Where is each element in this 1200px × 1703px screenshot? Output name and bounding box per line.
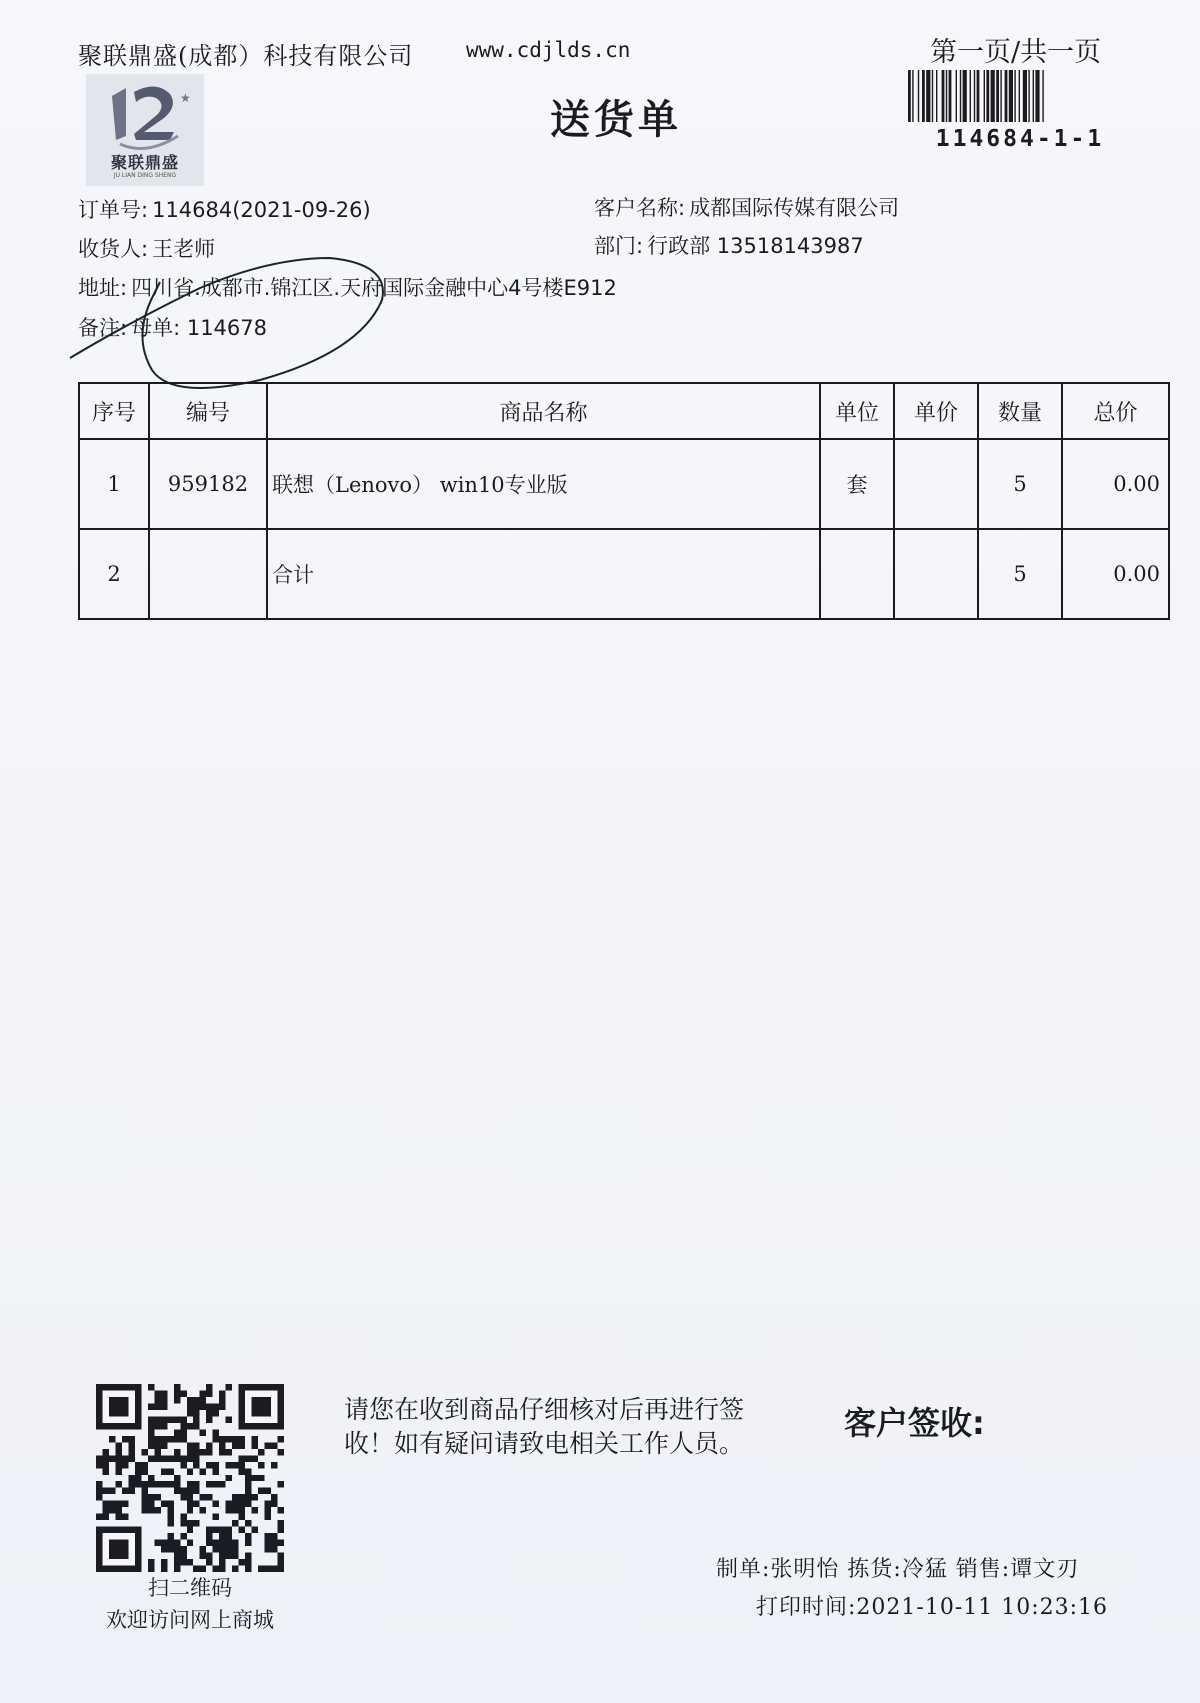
table-row-summary [79,529,1169,619]
company-website: www.cdjlds.cn [466,38,631,62]
cell-code: 959182 [149,439,267,529]
remark-value: 母单: 114678 [131,316,267,340]
column-header-price: 单价 [894,383,978,439]
receiver-value: 王老师 [152,237,216,261]
department-value: 行政部 13518143987 [647,234,864,258]
cell-seq: 1 [79,439,149,529]
company-logo [86,74,204,186]
column-header-qty: 数量 [978,383,1062,439]
order-number-value: 114684(2021-09-26) [152,198,371,222]
qr-caption-line-1: 扫二维码 [148,1576,232,1600]
cell-qty: 5 [978,439,1062,529]
company-name: 聚联鼎盛(成都）科技有限公司 [78,42,414,70]
column-header-total: 总价 [1062,383,1169,439]
customer-label: 客户名称: [594,196,686,220]
logo-mark-icon [86,74,204,154]
cell-price [894,439,978,529]
cell-name: 联想（Lenovo） win10专业版 [267,439,820,529]
column-header-name: 商品名称 [267,383,820,439]
qr-caption [80,1572,300,1636]
logo-text: 聚联鼎盛 [110,153,179,172]
qr-code-icon [96,1384,284,1572]
logo-subtext: JU LIAN DING SHENG [113,172,177,179]
department-label: 部门: [594,234,644,258]
department-field [594,230,864,260]
order-barcode [908,70,1128,122]
cell-name: 合计 [267,529,820,619]
table-row [79,439,1169,529]
cell-total: 0.00 [1062,439,1169,529]
customer-value: 成都国际传媒有限公司 [689,196,900,220]
page-info: 第一页/共一页 [930,37,1102,68]
customer-field [594,192,899,222]
address-value: 四川省.成都市.锦江区.天府国际金融中心4号楼E912 [131,276,617,300]
document-title: 送货单 [550,97,682,143]
print-time: 打印时间:2021-10-11 10:23:16 [756,1595,1109,1620]
remark-label: 备注: [78,316,128,340]
cell-qty: 5 [978,529,1062,619]
address-label: 地址: [78,276,128,300]
items-table [78,382,1170,620]
cell-code [149,529,267,619]
cell-unit: 套 [820,439,894,529]
staff-line: 制单:张明怡 拣货:冷猛 销售:谭文刃 [716,1557,1080,1582]
cell-seq: 2 [79,529,149,619]
column-header-code: 编号 [149,383,267,439]
receiver-label: 收货人: [78,237,149,261]
cell-total: 0.00 [1062,529,1169,619]
customer-sign-label: 客户签收: [844,1404,985,1442]
qr-caption-line-2: 欢迎访问网上商城 [106,1608,274,1632]
cell-unit [820,529,894,619]
svg-text:★: ★ [180,91,191,105]
address-field [78,272,617,302]
table-header-row [79,383,1169,439]
cell-price [894,529,978,619]
order-number-label: 订单号: [78,198,149,222]
receiver-field [78,233,215,263]
order-number-field [78,194,371,224]
column-header-unit: 单位 [820,383,894,439]
remark-field [78,312,267,342]
column-header-seq: 序号 [79,383,149,439]
barcode-number: 114684-1-1 [935,126,1105,152]
receipt-notice: 请您在收到商品仔细核对后再进行签收！如有疑问请致电相关工作人员。 [344,1395,745,1458]
